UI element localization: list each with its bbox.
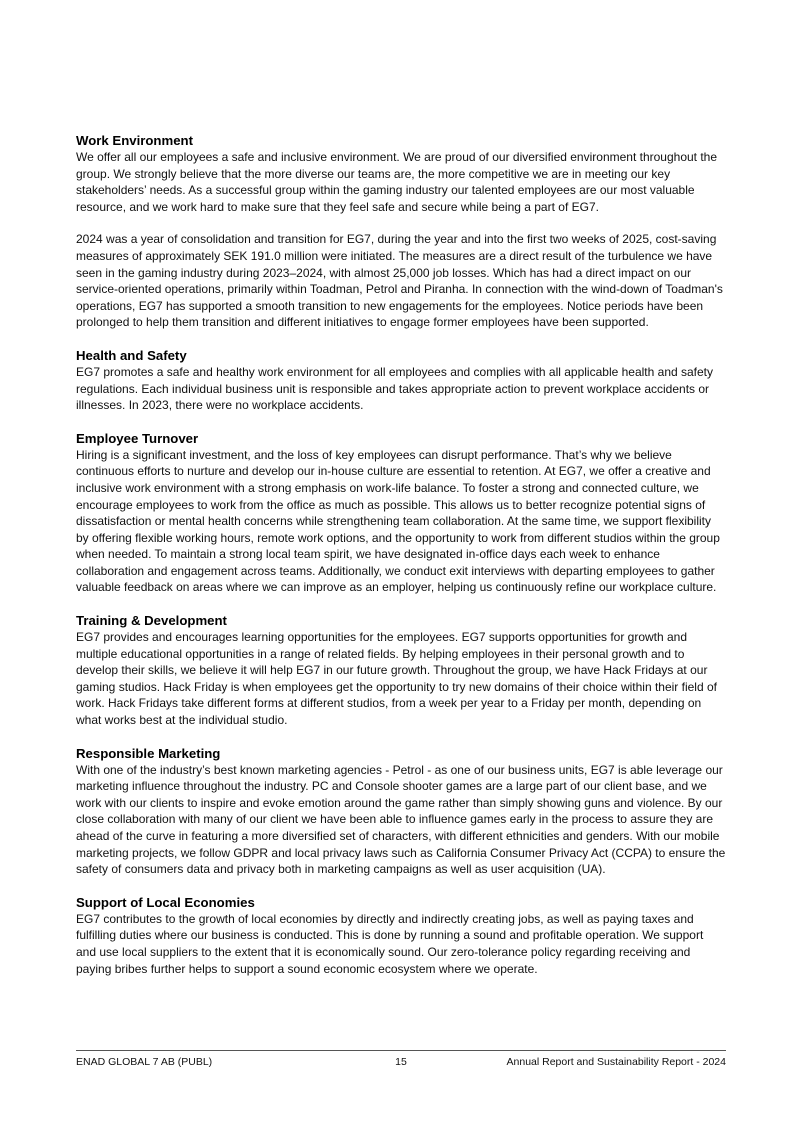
paragraph: We offer all our employees a safe and inclusive environment. We are proud of our diversified environment throughout the group. We strongly believe that the more diverse our teams are, the more competitive we are in meeting our key stakeholders’ needs. As a successful group within the gaming industry our talented employees are our most valuable resource, and we work hard to make sure that they feel safe and secure while being a part of EG7.: [76, 150, 718, 214]
section-work-environment: [76, 132, 726, 331]
footer-company: ENAD GLOBAL 7 AB (PUBL): [76, 1056, 213, 1068]
paragraph: EG7 promotes a safe and healthy work environment for all employees and complies with all applicable health and safety regulations. Each individual business unit is responsible and takes appropriate action to prevent workplace accidents or illnesses. In 2023, there were no workplace accidents.: [76, 364, 714, 413]
section-responsible-marketing: [76, 745, 726, 878]
section-support-local-economies: [76, 894, 726, 977]
paragraph: EG7 provides and encourages learning opportunities for the employees. EG7 supports opportunities for growth and multiple educational opportunities in a range of related fields. By helping employees in their personal growth and to develop their skills, we believe it will help EG7 in our future growth. Throughout the group, we have Hack Fridays at our gaming studios. Hack Friday is when employees get the opportunity to try new domains of their choice within their field of work. Hack Fridays take different forms at different studios, from a week per year to a Friday per month, depending on what works best at the individual studio.: [76, 630, 717, 728]
section-title: Work Environment: [76, 133, 193, 148]
paragraph: EG7 contributes to the growth of local economies by directly and indirectly creating jobs, as well as paying taxes and fulfilling duties where our business is conducted. This is done by running a sound and profitable operation. We support and use local suppliers to the extent that it is economically sound. Our zero-tolerance policy regarding receiving and paying bribes further helps to support a sound economic ecosystem where we operate.: [76, 911, 704, 976]
section-title: Training & Development: [76, 613, 227, 629]
footer-report-title: Annual Report and Sustainability Report - 2024: [506, 1056, 726, 1068]
section-health-and-safety: [76, 347, 726, 414]
paragraph: With one of the industry’s best known marketing agencies - Petrol - as one of our business units, EG7 is able leverage our marketing influence throughout the industry. PC and Console shooter games are a large part of our client base, and we work with our clients to inspire and evoke emotion around the game rather than simply showing guns and violence. By our close collaboration with many of our client we have been able to influence games early in the process to assure they are ahead of the curve in featuring a more diversified set of characters, with different ethnicities and genders. With our mobile marketing projects, we follow GDPR and local privacy laws such as California Consumer Privacy Act (CCPA) to ensure the safety of consumers data and privacy both in marketing campaigns as well as user acquisition (UA).: [76, 762, 726, 877]
section-title: Support of Local Economies: [76, 894, 255, 910]
footer-page-number: 15: [395, 1056, 407, 1068]
section-title: Responsible Marketing: [76, 745, 221, 761]
document-body: [76, 132, 726, 977]
paragraph: Hiring is a significant investment, and the loss of key employees can disrupt performance. That’s why we believe continuous efforts to nurture and develop our in-house culture are essential to retention. At EG7, we offer a creative and inclusive work environment with a strong emphasis on work-life balance. To foster a strong and connected culture, we encourage employees to work from the office as much as possible. This allows us to better recognize potential signs of dissatisfaction or mental health concerns while strengthening team collaboration. At the same time, we support flexibility by offering flexible working hours, remote work options, and the opportunity to work from different studios within the group when needed. To maintain a strong local team spirit, we have designated in-office days each week to enhance collaboration and engagement across teams. Additionally, we conduct exit interviews with departing employees to gather valuable feedback on areas where we can improve as an employer, helping us continuously refine our workplace culture.: [76, 447, 720, 595]
page-footer: [76, 1050, 726, 1069]
section-training-development: [76, 612, 726, 729]
paragraph: 2024 was a year of consolidation and transition for EG7, during the year and into the first two weeks of 2025, cost-saving measures of approximately SEK 191.0 million were initiated. The measures are a direct result of the turbulence we have seen in the gaming industry during 2023–2024, with almost 25,000 job losses. Which has had a direct impact on our service-oriented operations, primarily within Toadman, Petrol and Piranha. In connection with the wind-down of Toadman's operations, EG7 has supported a smooth transition to new engagements for the employees. Notice periods have been prolonged to help them transition and different initiatives to engage former employees have been supported.: [76, 232, 723, 330]
section-employee-turnover: [76, 430, 726, 596]
section-title: Employee Turnover: [76, 430, 199, 446]
section-title: Health and Safety: [76, 347, 187, 363]
